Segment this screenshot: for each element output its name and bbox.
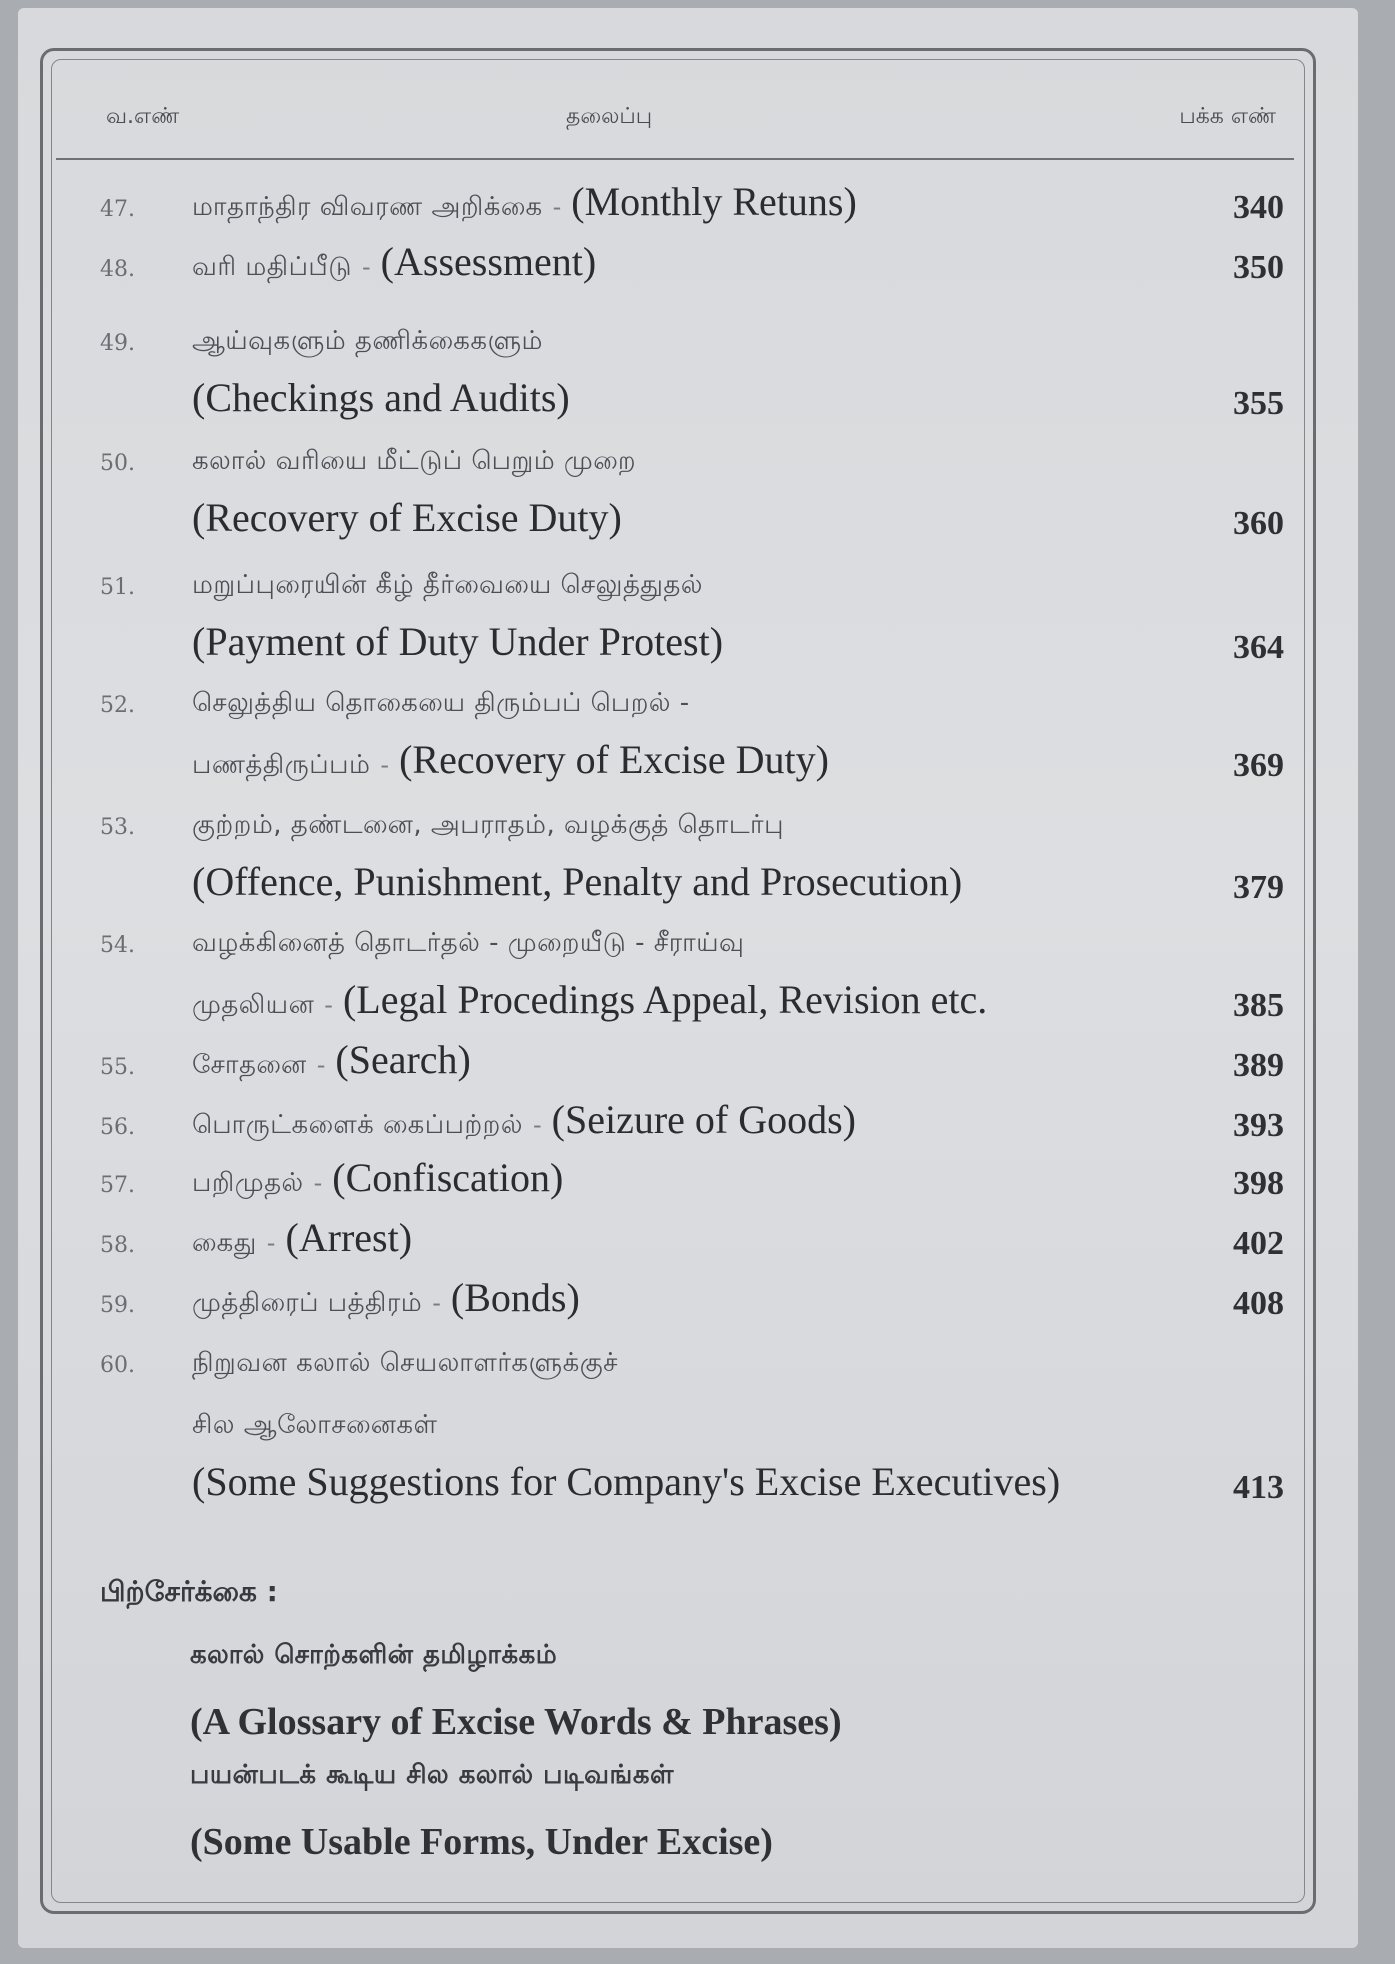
entry-number: 47. — [100, 197, 135, 222]
entry-english-title: (Offence, Punishment, Penalty and Prosecution) — [192, 859, 963, 904]
entry-tamil-title: சில ஆலோசனைகள் — [192, 1410, 438, 1440]
entry-english-title: (Payment of Duty Under Protest) — [192, 619, 724, 664]
entry-line — [192, 1390, 438, 1455]
title-separator: - — [324, 991, 333, 1019]
entry-page-number: 360 — [1233, 505, 1284, 542]
entry-page-number: 340 — [1233, 189, 1284, 226]
entry-english-title: (Monthly Retuns) — [571, 179, 857, 224]
entry-number: 52. — [100, 693, 135, 718]
entry-number: 49. — [100, 331, 135, 356]
title-separator: - — [532, 1111, 542, 1139]
entry-number: 54. — [100, 933, 135, 958]
toc-entry — [100, 306, 1290, 430]
toc-entry — [100, 1268, 1290, 1330]
header-title-label: தலைப்பு — [566, 104, 653, 129]
entry-line — [192, 1030, 471, 1095]
toc-entry — [100, 790, 1290, 914]
entry-english-title: (Checkings and Audits) — [192, 375, 570, 420]
entry-tamil-title: மறுப்புரையின் கீழ் தீர்வையை செலுத்துதல் — [192, 570, 703, 600]
entry-line — [192, 426, 636, 491]
title-separator: - — [266, 1229, 276, 1257]
entry-tamil-title: பொருட்களைக் கைப்பற்றல் — [192, 1110, 523, 1140]
entry-line — [192, 232, 596, 297]
entry-english-title: (Some Suggestions for Company's Excise Executives) — [192, 1459, 1061, 1504]
title-separator: - — [316, 1051, 326, 1079]
entry-number: 56. — [100, 1115, 135, 1140]
entry-number: 57. — [100, 1173, 135, 1198]
entry-page-number: 402 — [1233, 1225, 1284, 1262]
entry-page-number: 385 — [1233, 987, 1284, 1024]
entry-tamil-title: குற்றம், தண்டனை, அபராதம், வழக்குத் தொடர்பு — [192, 810, 784, 840]
toc-entry — [100, 1030, 1290, 1092]
entry-tamil-title: மாதாந்திர விவரண அறிக்கை — [192, 192, 543, 222]
entry-line — [192, 368, 570, 428]
toc-entry — [100, 668, 1290, 792]
entry-number: 50. — [100, 451, 135, 476]
toc-entry — [100, 550, 1290, 674]
appendix-title: பிற்சேர்க்கை : — [100, 1575, 278, 1608]
entry-number: 59. — [100, 1293, 135, 1318]
entry-tamil-title: செலுத்திய தொகையை திரும்பப் பெறல் - — [192, 688, 690, 718]
entry-line — [192, 172, 857, 237]
entry-number: 53. — [100, 815, 135, 840]
title-separator: - — [552, 193, 562, 221]
toc-entry — [100, 1090, 1290, 1152]
toc-entry — [100, 1328, 1290, 1514]
entry-line — [192, 908, 744, 973]
entry-page-number: 369 — [1233, 747, 1284, 784]
header-divider — [56, 158, 1294, 160]
toc-entry — [100, 172, 1290, 234]
entry-tamil-title: சோதனை — [192, 1050, 307, 1080]
toc-entry — [100, 232, 1290, 294]
entry-english-title: (Seizure of Goods) — [551, 1097, 856, 1142]
entry-tamil-title: பறிமுதல் — [192, 1168, 304, 1198]
entry-line — [192, 1090, 856, 1155]
entry-tamil-title: வரி மதிப்பீடு — [192, 252, 352, 282]
title-separator: - — [432, 1289, 441, 1317]
appendix-english-title: (Some Usable Forms, Under Excise) — [190, 1821, 773, 1863]
entry-page-number: 413 — [1233, 1469, 1284, 1506]
entry-number: 48. — [100, 257, 135, 282]
entry-page-number: 350 — [1233, 249, 1284, 286]
column-header — [56, 64, 1296, 156]
entry-line — [192, 488, 622, 548]
entry-line — [192, 1148, 563, 1213]
entry-english-title: (Arrest) — [285, 1215, 413, 1260]
entry-line — [192, 790, 784, 855]
appendix-tamil-title: கலால் சொற்களின் தமிழாக்கம் — [190, 1640, 558, 1670]
title-separator: - — [380, 751, 390, 779]
title-separator: - — [362, 253, 371, 281]
entry-line — [192, 1328, 618, 1393]
toc-entry — [100, 1148, 1290, 1210]
entry-page-number: 379 — [1233, 869, 1284, 906]
entry-tamil-title: நிறுவன கலால் செயலாளர்களுக்குச் — [192, 1348, 619, 1378]
entry-line — [192, 306, 543, 371]
entry-line — [192, 1208, 412, 1273]
toc-entry — [100, 1208, 1290, 1270]
entry-tamil-title: பணத்திருப்பம் — [192, 750, 371, 780]
entry-page-number: 389 — [1233, 1047, 1284, 1084]
toc-entry — [100, 908, 1290, 1032]
entry-page-number: 408 — [1233, 1285, 1284, 1322]
entry-line — [192, 668, 690, 733]
entry-page-number: 398 — [1233, 1165, 1284, 1202]
entry-tamil-title: கைது — [192, 1228, 257, 1258]
entry-page-number: 364 — [1233, 629, 1284, 666]
entry-english-title: (Legal Procedings Appeal, Revision etc. — [342, 977, 988, 1022]
entry-line — [192, 550, 703, 615]
appendix-english-title: (A Glossary of Excise Words & Phrases) — [190, 1701, 842, 1743]
entry-english-title: (Confiscation) — [332, 1155, 564, 1200]
entry-tamil-title: முதலியன — [192, 990, 315, 1020]
title-separator: - — [313, 1169, 323, 1197]
entry-line — [192, 1452, 1060, 1512]
entry-tamil-title: முத்திரைப் பத்திரம் — [192, 1288, 423, 1318]
entry-line — [192, 1268, 580, 1333]
entry-line — [192, 730, 829, 795]
appendix-tamil-title: பயன்படக் கூடிய சில கலால் படிவங்கள் — [190, 1760, 674, 1790]
entry-number: 60. — [100, 1353, 135, 1378]
header-number-label: வ.எண் — [106, 104, 180, 129]
entry-number: 58. — [100, 1233, 135, 1258]
entry-tamil-title: கலால் வரியை மீட்டுப் பெறும் முறை — [192, 446, 637, 476]
entry-page-number: 393 — [1233, 1107, 1284, 1144]
entry-english-title: (Assessment) — [380, 239, 597, 284]
entry-line — [192, 852, 962, 912]
entry-number: 55. — [100, 1055, 135, 1080]
entry-english-title: (Recovery of Excise Duty) — [399, 737, 829, 782]
entry-line — [192, 970, 987, 1035]
entry-tamil-title: வழக்கினைத் தொடர்தல் - முறையீடு - சீராய்வு — [192, 928, 745, 958]
entry-tamil-title: ஆய்வுகளும் தணிக்கைகளும் — [192, 326, 543, 356]
toc-entry — [100, 426, 1290, 550]
entry-english-title: (Bonds) — [450, 1275, 580, 1320]
entry-page-number: 355 — [1233, 385, 1284, 422]
entry-line — [192, 612, 723, 672]
entry-english-title: (Search) — [335, 1037, 471, 1082]
entry-english-title: (Recovery of Excise Duty) — [192, 495, 622, 540]
header-page-label: பக்க எண் — [1179, 104, 1276, 129]
entry-number: 51. — [100, 575, 135, 600]
